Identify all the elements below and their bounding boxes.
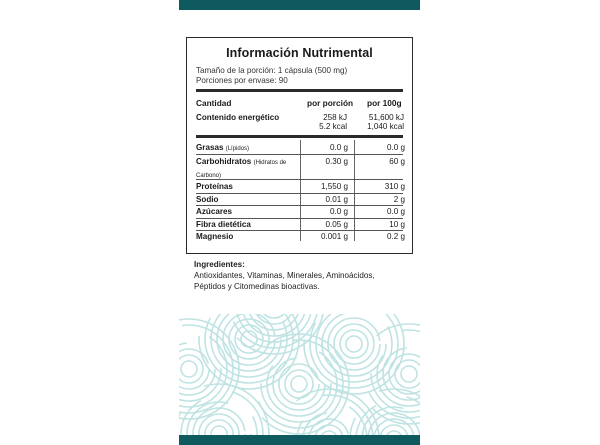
row-divider bbox=[196, 179, 403, 180]
row-100g-value: 0.0 g bbox=[386, 143, 405, 152]
row-divider bbox=[196, 218, 403, 219]
row-divider bbox=[196, 205, 403, 206]
thick-divider bbox=[196, 89, 403, 92]
row-100g-value: 10 g bbox=[389, 220, 405, 229]
ingredients-heading: Ingredientes: bbox=[194, 260, 245, 269]
servings-per-container: Porciones por envase: 90 bbox=[196, 76, 288, 85]
ingredients-line-1: Antioxidantes, Vitaminas, Minerales, Aminoácidos, bbox=[194, 271, 375, 280]
row-label-magnesio: Magnesio bbox=[196, 232, 234, 241]
row-label-fibra: Fibra dietética bbox=[196, 220, 251, 229]
row-100g-value: 0.2 g bbox=[386, 232, 405, 241]
serving-size: Tamaño de la porción: 1 cápsula (500 mg) bbox=[196, 66, 348, 75]
top-accent-bar bbox=[179, 0, 420, 10]
row-serving-value: 0.01 g bbox=[325, 195, 348, 204]
row-note: (Hidratos de Carbono) bbox=[196, 160, 287, 179]
nutrition-facts-table bbox=[186, 37, 413, 254]
pattern-arc bbox=[401, 366, 417, 382]
thick-divider bbox=[196, 135, 403, 138]
row-serving-value: 0.30 g bbox=[325, 157, 348, 166]
ingredients-block bbox=[194, 259, 414, 292]
pattern-arc bbox=[380, 425, 408, 435]
bottom-accent-bar bbox=[179, 435, 420, 445]
row-label-azucares: Azúcares bbox=[196, 207, 232, 216]
row-serving-value: 1,550 g bbox=[320, 182, 348, 191]
row-label: Grasas bbox=[196, 143, 224, 152]
row-100g-value: 0.0 g bbox=[386, 207, 405, 216]
ingredients-line-2: Péptidos y Citomedinas bioactivas. bbox=[194, 282, 320, 291]
pattern-arc bbox=[179, 355, 203, 383]
pattern-arc bbox=[315, 425, 343, 435]
row-label-sodio: Sodio bbox=[196, 195, 219, 204]
pattern-arc bbox=[211, 426, 227, 435]
pattern-arc bbox=[181, 361, 197, 377]
pattern-arc bbox=[346, 336, 362, 352]
decorative-wave-pattern bbox=[179, 314, 420, 435]
pattern-arc bbox=[179, 349, 209, 389]
pattern-arc bbox=[273, 358, 325, 410]
pattern-arc bbox=[205, 420, 233, 435]
pattern-arc bbox=[340, 330, 368, 358]
row-serving-value: 0.001 g bbox=[320, 232, 348, 241]
energy-100g-kcal: 1,040 kcal bbox=[367, 122, 404, 131]
pattern-arc bbox=[328, 318, 380, 370]
row-divider bbox=[196, 154, 403, 155]
energy-100g-kj: 51,600 kJ bbox=[368, 113, 404, 122]
row-label: Carbohidratos bbox=[196, 157, 252, 166]
row-note: (Lípidos) bbox=[225, 146, 250, 152]
row-divider bbox=[196, 193, 403, 194]
row-label-proteinas: Proteínas bbox=[196, 182, 233, 191]
row-label-grasas bbox=[196, 143, 249, 154]
row-100g-value: 310 g bbox=[384, 182, 405, 191]
header-per-serving: por porción bbox=[307, 98, 354, 108]
row-100g-value: 60 g bbox=[389, 157, 405, 166]
nutrition-title: Información Nutrimental bbox=[226, 46, 373, 60]
row-100g-value: 2 g bbox=[393, 195, 405, 204]
wave-pattern-graphic bbox=[179, 314, 420, 435]
header-per-100g: por 100g bbox=[367, 98, 402, 108]
pattern-arc bbox=[267, 352, 331, 416]
row-serving-value: 0.05 g bbox=[325, 220, 348, 229]
energy-serving-kj: 258 kJ bbox=[323, 113, 347, 122]
row-divider bbox=[196, 230, 403, 231]
row-serving-value: 0.0 g bbox=[329, 207, 348, 216]
pattern-arc bbox=[291, 376, 307, 392]
product-label-panel bbox=[179, 0, 420, 445]
energy-serving-kcal: 5.2 kcal bbox=[319, 122, 347, 131]
header-cantidad: Cantidad bbox=[196, 98, 232, 108]
row-serving-value: 0.0 g bbox=[329, 143, 348, 152]
energy-label: Contenido energético bbox=[196, 113, 280, 122]
pattern-arc bbox=[309, 419, 349, 435]
